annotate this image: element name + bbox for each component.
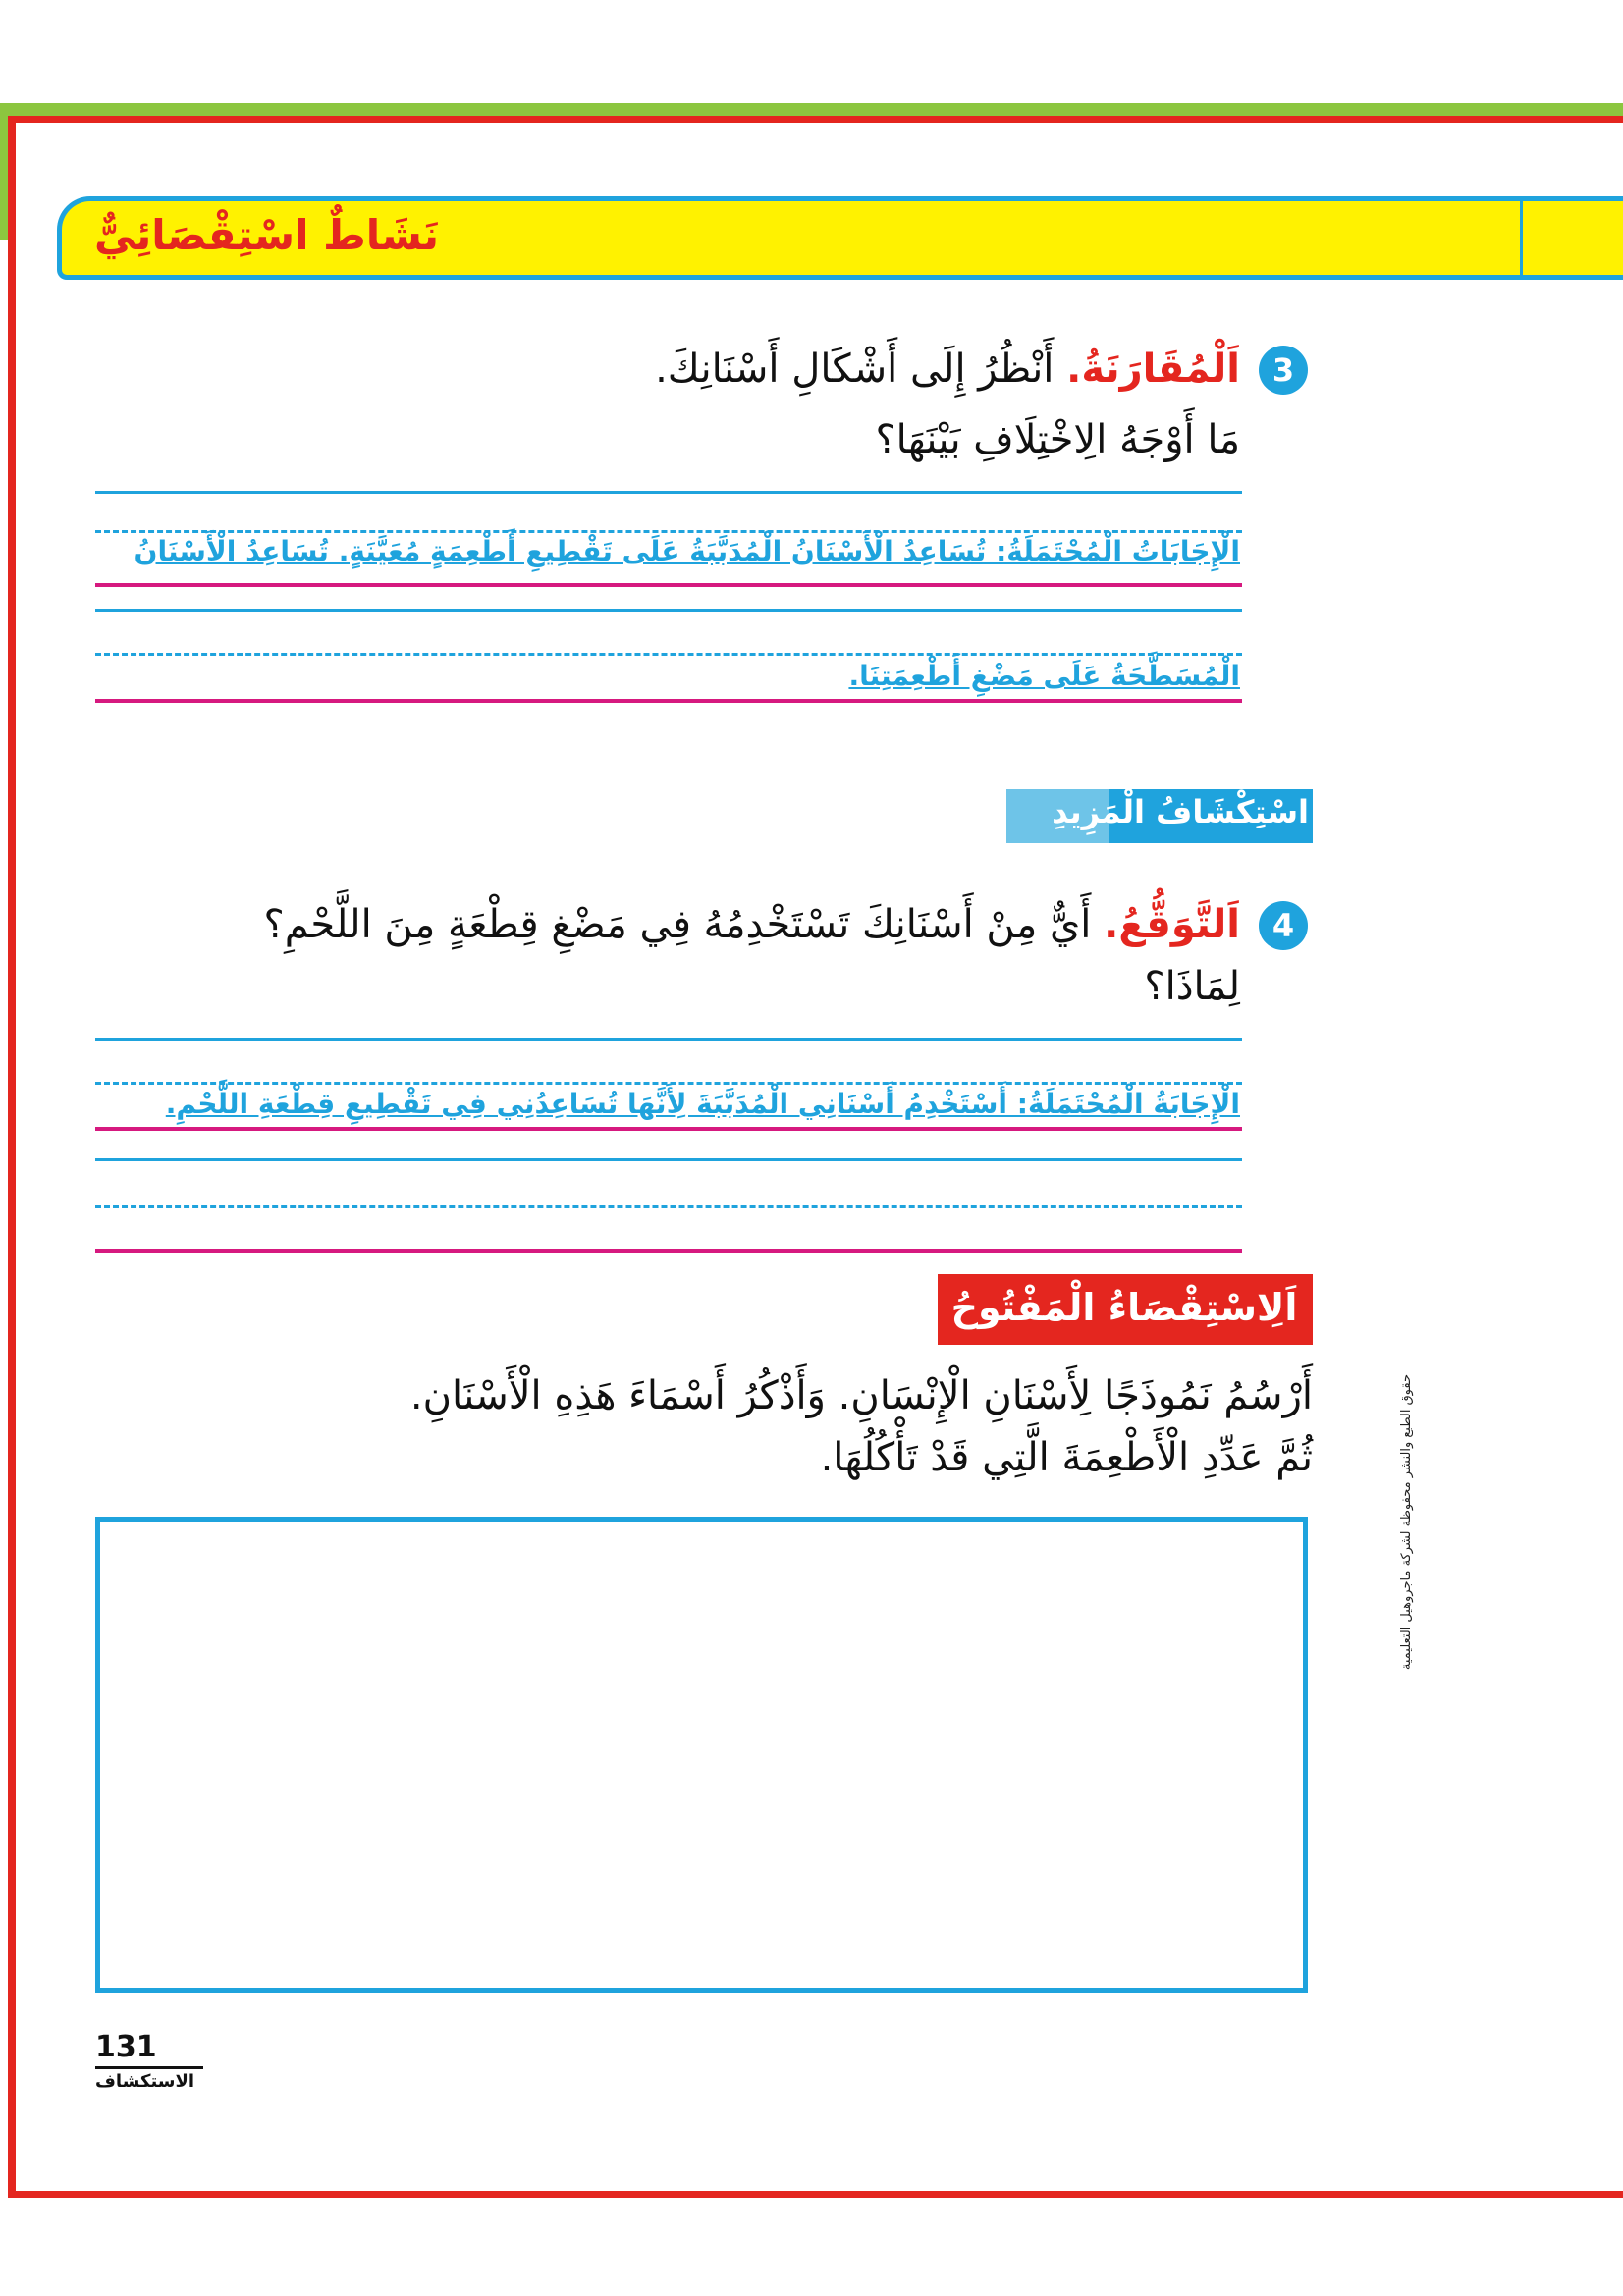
writing-line-base xyxy=(95,1127,1242,1131)
page-number-rule xyxy=(95,2066,203,2069)
question-3-prompt xyxy=(655,340,1240,399)
writing-line-top xyxy=(95,491,1242,494)
writing-line-top xyxy=(95,609,1242,612)
writing-line-dash xyxy=(95,530,1242,533)
page-number: 131 xyxy=(95,2030,157,2064)
question-4-line1: أَيٌّ مِنْ أَسْنَانِكَ تَسْتَخْدِمُهُ فِي مَضْغِ قِطْعَةٍ مِنَ اللَّحْمِ؟ xyxy=(263,902,1105,947)
question-3-line2: مَا أَوْجَهُ الِاخْتِلَافِ بَيْنَهَا؟ xyxy=(875,417,1240,462)
writing-line-base xyxy=(95,699,1242,703)
open-inquiry-line1: أَرْسُمُ نَمُوذَجًا لِأَسْنَانِ الْإِنْسَانِ. وَأَذْكُرُ أَسْمَاءَ هَذِهِ الْأَسْنَانِ. xyxy=(409,1373,1313,1418)
top-green-border xyxy=(0,103,1623,116)
writing-line-dash xyxy=(95,1082,1242,1085)
unit-name: الاستكشاف xyxy=(95,2071,195,2092)
question-4-number-badge: 4 xyxy=(1259,901,1308,950)
header-divider xyxy=(1520,201,1523,275)
drawing-area[interactable] xyxy=(95,1517,1308,1993)
question-3-line1: أَنْظُرُ إِلَى أَشْكَالِ أَسْنَانِكَ. xyxy=(655,347,1067,392)
question-3-answer-line1: الْإِجَابَاتُ الْمُحْتَمَلَةُ: تُسَاعِدُ الْأَسْنَانُ الْمُدَبَّبَةُ عَلَى تَقْطِيعِ أَطْعِمَةٍ مُعَيَّنَةٍ. تُسَاعِدُ الْأَسْنَانُ xyxy=(134,535,1240,567)
copyright-note: حقوق الطبع والنشر محفوظة لشركة ماجروهيل التعليمية xyxy=(1399,1374,1414,1671)
writing-line-top xyxy=(95,1038,1242,1041)
question-4-answer-line1: الْإِجَابَةُ الْمُحْتَمَلَةُ: أَسْتَخْدِمُ أَسْنَانِي الْمُدَبَّبَةَ لِأَنَّهَا تُسَاعِدُنِي فِي تَقْطِيعِ قِطْعَةِ اللَّحْمِ. xyxy=(165,1088,1240,1120)
writing-line-base xyxy=(95,1249,1242,1253)
writing-line-dash xyxy=(95,653,1242,656)
section-title: نَشَاطٌ اسْتِقْصَائِيٌّ xyxy=(94,211,440,259)
open-inquiry-label: اَلِاسْتِقْصَاءُ الْمَفْتُوحُ xyxy=(950,1286,1298,1329)
writing-line-top xyxy=(95,1158,1242,1161)
explore-more-label: اسْتِكْشَافُ الْمَزِيدِ xyxy=(1052,793,1309,830)
writing-line-dash xyxy=(95,1205,1242,1208)
question-3-keyword: اَلْمُقَارَنَةُ. xyxy=(1066,347,1240,392)
writing-line-base xyxy=(95,583,1242,587)
question-3-number-badge: 3 xyxy=(1259,346,1308,395)
question-4-line2: لِمَاذَا؟ xyxy=(1144,964,1240,1009)
open-inquiry-line2: ثُمَّ عَدِّدِ الْأَطْعِمَةَ الَّتِي قَدْ تَأْكُلُهَا. xyxy=(820,1435,1313,1480)
question-4-keyword: اَلتَّوَقُّعُ. xyxy=(1104,902,1240,947)
question-3-answer-line2: الْمُسَطَّحَةُ عَلَى مَضْغِ أَطْعِمَتِنَا. xyxy=(848,660,1240,692)
question-4-prompt xyxy=(263,895,1240,954)
